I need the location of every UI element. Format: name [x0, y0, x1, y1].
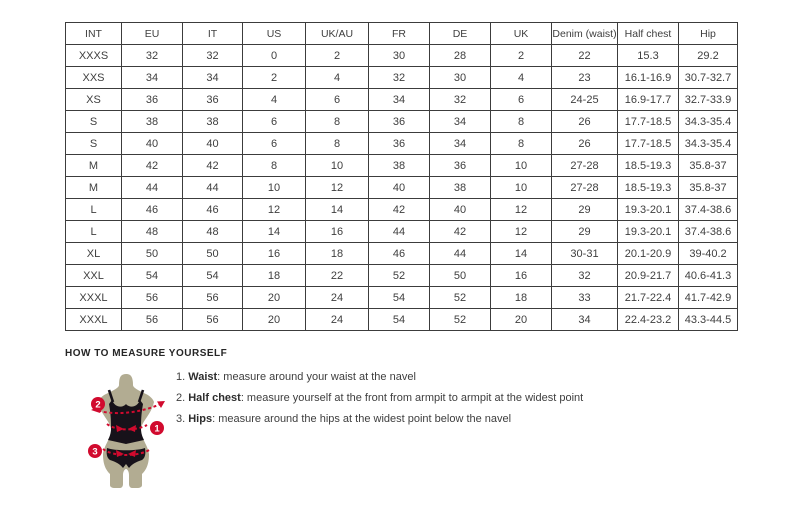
table-cell: 50	[122, 243, 183, 265]
table-cell: 17.7-18.5	[618, 111, 679, 133]
step-label: Half chest	[188, 392, 241, 404]
table-cell: 20.9-21.7	[618, 265, 679, 287]
table-cell: 43.3-44.5	[679, 309, 738, 331]
table-cell: 56	[183, 287, 243, 309]
table-cell: 34	[552, 309, 618, 331]
table-cell: 10	[306, 155, 369, 177]
table-cell: XXXL	[66, 309, 122, 331]
step-number: 3.	[176, 413, 189, 425]
column-header: INT	[66, 23, 122, 45]
table-cell: 18	[306, 243, 369, 265]
measure-steps	[176, 371, 583, 434]
table-cell: 16	[306, 221, 369, 243]
table-cell: 16.9-17.7	[618, 89, 679, 111]
table-cell: 8	[306, 133, 369, 155]
table-cell: 34.3-35.4	[679, 133, 738, 155]
table-cell: 16	[243, 243, 306, 265]
table-cell: 56	[183, 309, 243, 331]
table-cell: 0	[243, 45, 306, 67]
table-row	[66, 89, 738, 111]
table-cell: M	[66, 177, 122, 199]
table-cell: 32	[430, 89, 491, 111]
table-cell: 44	[430, 243, 491, 265]
table-cell: 34.3-35.4	[679, 111, 738, 133]
table-cell: 48	[122, 221, 183, 243]
table-cell: 21.7-22.4	[618, 287, 679, 309]
table-cell: 17.7-18.5	[618, 133, 679, 155]
table-cell: 34	[122, 67, 183, 89]
mannequin-illustration	[79, 371, 173, 491]
table-cell: 15.3	[618, 45, 679, 67]
step-number: 1.	[176, 371, 189, 383]
table-cell: S	[66, 133, 122, 155]
table-cell: 8	[491, 133, 552, 155]
table-cell: XL	[66, 243, 122, 265]
table-cell: 34	[430, 133, 491, 155]
table-cell: 8	[243, 155, 306, 177]
table-cell: 6	[491, 89, 552, 111]
table-cell: 46	[122, 199, 183, 221]
table-cell: 56	[122, 287, 183, 309]
measure-figure	[79, 371, 173, 491]
step-text: : measure around your waist at the navel	[217, 371, 416, 383]
table-cell: 8	[491, 111, 552, 133]
table-cell: 12	[491, 221, 552, 243]
table-cell: 32	[183, 45, 243, 67]
table-cell: 32	[369, 67, 430, 89]
table-cell: 20	[243, 287, 306, 309]
table-cell: 19.3-20.1	[618, 199, 679, 221]
column-header: DE	[430, 23, 491, 45]
measure-step	[176, 392, 583, 404]
table-cell: 42	[369, 199, 430, 221]
table-row	[66, 287, 738, 309]
table-cell: 10	[243, 177, 306, 199]
measure-section-title: HOW TO MEASURE YOURSELF	[65, 348, 228, 359]
table-cell: 37.4-38.6	[679, 221, 738, 243]
table-row	[66, 133, 738, 155]
table-cell: 38	[369, 155, 430, 177]
table-cell: 29	[552, 199, 618, 221]
table-cell: 42	[122, 155, 183, 177]
table-cell: 38	[122, 111, 183, 133]
table-cell: 40	[430, 199, 491, 221]
table-cell: 20.1-20.9	[618, 243, 679, 265]
table-cell: 34	[430, 111, 491, 133]
column-header: Denim (waist)	[552, 23, 618, 45]
table-cell: 22.4-23.2	[618, 309, 679, 331]
table-cell: 2	[491, 45, 552, 67]
table-cell: 54	[122, 265, 183, 287]
table-row	[66, 45, 738, 67]
table-cell: 16	[491, 265, 552, 287]
hips-marker-label: 3	[92, 446, 98, 458]
column-header: EU	[122, 23, 183, 45]
table-cell: 42	[430, 221, 491, 243]
table-cell: 44	[122, 177, 183, 199]
half-chest-marker	[91, 397, 105, 411]
table-cell: 32	[552, 265, 618, 287]
table-cell: 50	[183, 243, 243, 265]
table-cell: 4	[243, 89, 306, 111]
waist-marker	[150, 421, 164, 435]
table-cell: 27-28	[552, 155, 618, 177]
measure-step	[176, 371, 583, 383]
table-cell: 35.8-37	[679, 177, 738, 199]
table-cell: 16.1-16.9	[618, 67, 679, 89]
table-cell: 29.2	[679, 45, 738, 67]
column-header: IT	[183, 23, 243, 45]
table-cell: 32.7-33.9	[679, 89, 738, 111]
table-cell: 34	[369, 89, 430, 111]
table-cell: 18	[491, 287, 552, 309]
table-cell: 22	[552, 45, 618, 67]
table-cell: 26	[552, 111, 618, 133]
table-cell: 6	[243, 111, 306, 133]
table-cell: XXL	[66, 265, 122, 287]
step-text: : measure around the hips at the widest point below the navel	[212, 413, 512, 425]
table-cell: 2	[243, 67, 306, 89]
table-cell: 37.4-38.6	[679, 199, 738, 221]
table-cell: 35.8-37	[679, 155, 738, 177]
table-cell: 56	[122, 309, 183, 331]
table-cell: 50	[430, 265, 491, 287]
table-cell: 23	[552, 67, 618, 89]
table-cell: 52	[430, 309, 491, 331]
table-cell: 18.5-19.3	[618, 177, 679, 199]
table-cell: 52	[369, 265, 430, 287]
table-cell: 30	[369, 45, 430, 67]
size-table-header-row	[66, 23, 738, 45]
table-cell: 20	[491, 309, 552, 331]
table-cell: 40	[122, 133, 183, 155]
column-header: Hip	[679, 23, 738, 45]
table-cell: 38	[430, 177, 491, 199]
column-header: Half chest	[618, 23, 679, 45]
table-cell: 14	[306, 199, 369, 221]
table-cell: 18.5-19.3	[618, 155, 679, 177]
table-cell: S	[66, 111, 122, 133]
table-cell: 19.3-20.1	[618, 221, 679, 243]
table-cell: 40	[369, 177, 430, 199]
half-chest-arrowhead-right	[157, 401, 165, 408]
table-cell: 24	[306, 287, 369, 309]
table-cell: 39-40.2	[679, 243, 738, 265]
table-cell: 14	[243, 221, 306, 243]
table-cell: 32	[122, 45, 183, 67]
table-cell: 10	[491, 177, 552, 199]
table-cell: 12	[243, 199, 306, 221]
table-row	[66, 111, 738, 133]
table-cell: 24	[306, 309, 369, 331]
table-cell: 6	[306, 89, 369, 111]
column-header: UK/AU	[306, 23, 369, 45]
table-cell: 20	[243, 309, 306, 331]
table-cell: 10	[491, 155, 552, 177]
table-row	[66, 199, 738, 221]
table-cell: 28	[430, 45, 491, 67]
table-cell: 36	[122, 89, 183, 111]
hips-marker	[88, 444, 102, 458]
table-cell: 30	[430, 67, 491, 89]
table-cell: 46	[369, 243, 430, 265]
step-label: Waist	[188, 371, 218, 383]
table-cell: 40	[183, 133, 243, 155]
table-cell: M	[66, 155, 122, 177]
camisole-icon	[108, 400, 144, 444]
table-cell: 24-25	[552, 89, 618, 111]
table-row	[66, 265, 738, 287]
table-row	[66, 309, 738, 331]
table-cell: XXXL	[66, 287, 122, 309]
table-cell: 22	[306, 265, 369, 287]
table-cell: 48	[183, 221, 243, 243]
table-cell: 54	[369, 287, 430, 309]
table-cell: 30-31	[552, 243, 618, 265]
table-cell: 44	[369, 221, 430, 243]
table-cell: 14	[491, 243, 552, 265]
table-row	[66, 155, 738, 177]
table-cell: 44	[183, 177, 243, 199]
table-cell: 33	[552, 287, 618, 309]
table-cell: 12	[306, 177, 369, 199]
table-cell: 34	[183, 67, 243, 89]
table-cell: 4	[306, 67, 369, 89]
table-cell: 42	[183, 155, 243, 177]
table-cell: 36	[183, 89, 243, 111]
table-cell: L	[66, 221, 122, 243]
table-cell: 54	[183, 265, 243, 287]
table-row	[66, 67, 738, 89]
size-table	[65, 22, 738, 331]
table-row	[66, 243, 738, 265]
table-cell: L	[66, 199, 122, 221]
table-cell: XXXS	[66, 45, 122, 67]
table-cell: 30.7-32.7	[679, 67, 738, 89]
table-cell: 36	[369, 133, 430, 155]
table-cell: 29	[552, 221, 618, 243]
table-cell: 36	[369, 111, 430, 133]
table-cell: 26	[552, 133, 618, 155]
table-row	[66, 221, 738, 243]
table-cell: 54	[369, 309, 430, 331]
table-row	[66, 177, 738, 199]
table-cell: 2	[306, 45, 369, 67]
measure-step	[176, 413, 583, 425]
table-cell: 4	[491, 67, 552, 89]
table-cell: 6	[243, 133, 306, 155]
table-cell: 38	[183, 111, 243, 133]
table-cell: 27-28	[552, 177, 618, 199]
column-header: FR	[369, 23, 430, 45]
table-cell: XS	[66, 89, 122, 111]
table-cell: 46	[183, 199, 243, 221]
half-chest-marker-label: 2	[95, 399, 101, 411]
table-cell: 12	[491, 199, 552, 221]
size-table-body	[66, 45, 738, 331]
step-text: : measure yourself at the front from armpit to armpit at the widest point	[240, 392, 584, 404]
step-label: Hips	[188, 413, 213, 425]
waist-marker-label: 1	[154, 423, 160, 435]
column-header: UK	[491, 23, 552, 45]
column-header: US	[243, 23, 306, 45]
step-number: 2.	[176, 392, 189, 404]
table-cell: 36	[430, 155, 491, 177]
table-cell: XXS	[66, 67, 122, 89]
table-cell: 40.6-41.3	[679, 265, 738, 287]
table-cell: 18	[243, 265, 306, 287]
table-cell: 8	[306, 111, 369, 133]
table-cell: 41.7-42.9	[679, 287, 738, 309]
table-cell: 52	[430, 287, 491, 309]
